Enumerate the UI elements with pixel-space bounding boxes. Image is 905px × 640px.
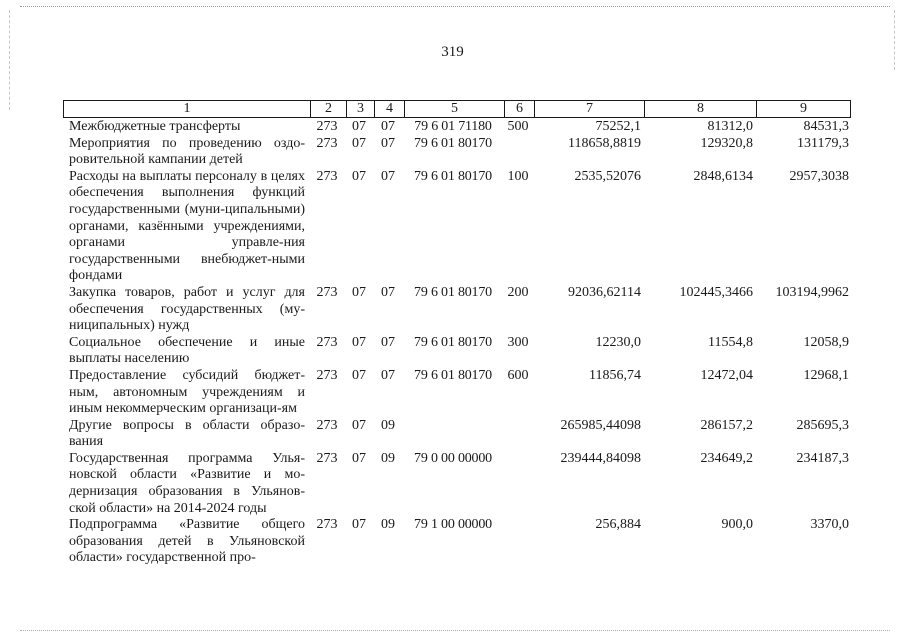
cell-col-9: 12968,1 [803,367,849,383]
cell-col-2: 273 [316,367,338,383]
cell-col-7: 118658,8819 [568,135,641,151]
table-row [63,119,853,136]
scan-edge-bottom [20,630,890,631]
row-name: Государственная программа Улья-новской области «Развитие и мо-дернизация образования в Ульянов-ской области» на 2014-2024 годы [69,450,305,516]
cell-col-8: 81312,0 [707,119,753,134]
row-name: Расходы на выплаты персоналу в целях обеспечения выполнения функций государственными (муни-ципальными) органами, казёнными учреждениями, органами управле-ния государственными внебюджет-ными фондами [69,168,305,284]
cell-col-5: 79 6 01 80170 [414,367,492,383]
cell-col-2: 273 [316,135,338,151]
cell-col-7: 239444,84098 [560,450,641,466]
cell-col-4: 09 [381,517,395,533]
row-name: Мероприятия по проведению оздо-ровительной кампании детей [69,135,305,168]
cell-col-2: 273 [316,284,338,300]
cell-col-9: 103194,9962 [775,284,849,300]
cell-col-5: 79 6 01 80170 [414,135,492,151]
cell-col-5: 79 0 00 00000 [414,450,492,466]
cell-col-9: 3370,0 [810,517,849,533]
table-row [63,418,853,451]
cell-col-6: 600 [507,367,529,383]
table-row [63,451,853,517]
cell-col-9: 2957,3038 [789,168,849,184]
cell-col-6: 200 [507,284,529,300]
header-col-3: 3 [346,101,374,117]
cell-col-8: 129320,8 [700,135,753,151]
cell-col-4: 07 [381,367,395,383]
row-name: Социальное обеспечение и иные выплаты населению [69,334,305,367]
cell-col-4: 07 [381,284,395,300]
header-col-5: 5 [404,101,504,117]
cell-col-8: 234649,2 [700,450,753,466]
header-col-1: 1 [183,101,191,116]
cell-col-6: 100 [507,168,529,184]
header-col-4: 4 [374,101,404,117]
cell-col-8: 11554,8 [708,334,753,350]
cell-col-9: 131179,3 [797,135,849,151]
table-row [63,169,853,285]
cell-col-2: 273 [316,517,338,533]
table-row [63,517,853,567]
cell-col-2: 273 [316,168,338,184]
cell-col-2: 273 [316,334,338,350]
cell-col-7: 12230,0 [595,334,641,350]
header-col-6: 6 [504,101,534,117]
cell-col-4: 07 [381,119,395,134]
header-col-7: 7 [534,101,644,117]
cell-col-9: 234187,3 [796,450,849,466]
cell-col-3: 07 [352,119,366,134]
table-row [63,285,853,335]
scan-edge-top [20,6,890,7]
cell-col-9: 285695,3 [796,417,849,433]
table-header [63,100,851,118]
cell-col-3: 07 [352,417,366,433]
cell-col-7: 92036,62114 [568,284,641,300]
cell-col-7: 75252,1 [595,119,641,134]
row-name: Закупка товаров, работ и услуг для обеспечения государственных (му-ниципальных) нужд [69,284,305,334]
table-body [63,119,853,567]
cell-col-7: 11856,74 [589,367,641,383]
cell-col-8: 2848,6134 [693,168,753,184]
cell-col-6: 300 [507,334,529,350]
cell-col-5: 79 6 01 71180 [414,119,492,134]
header-col-2: 2 [310,101,346,117]
cell-col-9: 12058,9 [803,334,849,350]
cell-col-3: 07 [352,168,366,184]
cell-col-8: 12472,04 [700,367,753,383]
scan-edge-right [894,10,895,70]
cell-col-7: 256,884 [595,517,641,533]
cell-col-9: 84531,3 [803,119,849,134]
cell-col-4: 07 [381,135,395,151]
header-col-9: 9 [756,101,850,117]
cell-col-2: 273 [316,450,338,466]
page-number: 319 [441,44,464,60]
cell-col-3: 07 [352,334,366,350]
cell-col-7: 2535,52076 [574,168,641,184]
cell-col-5: 79 6 01 80170 [414,334,492,350]
table-row [63,335,853,368]
row-name: Межбюджетные трансферты [69,119,241,134]
cell-col-5: 79 6 01 80170 [414,284,492,300]
cell-col-8: 286157,2 [700,417,753,433]
cell-col-3: 07 [352,517,366,533]
cell-col-4: 07 [381,168,395,184]
cell-col-4: 09 [381,450,395,466]
cell-col-8: 900,0 [721,517,753,533]
cell-col-4: 07 [381,334,395,350]
header-col-8: 8 [644,101,756,117]
cell-col-7: 265985,44098 [560,417,641,433]
row-name: Подпрограмма «Развитие общего образования детей в Ульяновской области» государственной про- [69,517,305,566]
cell-col-3: 07 [352,135,366,151]
table-row [63,368,853,418]
cell-col-4: 09 [381,417,395,433]
cell-col-6: 500 [507,119,529,134]
row-name: Другие вопросы в области образо-вания [69,417,305,450]
cell-col-5: 79 1 00 00000 [414,517,492,533]
row-name: Предоставление субсидий бюджет-ным, автономным учреждениям и иным некоммерческим организаци-ям [69,367,305,417]
cell-col-3: 07 [352,284,366,300]
cell-col-5: 79 6 01 80170 [414,168,492,184]
cell-col-2: 273 [316,119,338,134]
cell-col-3: 07 [352,450,366,466]
cell-col-3: 07 [352,367,366,383]
cell-col-8: 102445,3466 [679,284,753,300]
table-row [63,136,853,169]
cell-col-2: 273 [316,417,338,433]
